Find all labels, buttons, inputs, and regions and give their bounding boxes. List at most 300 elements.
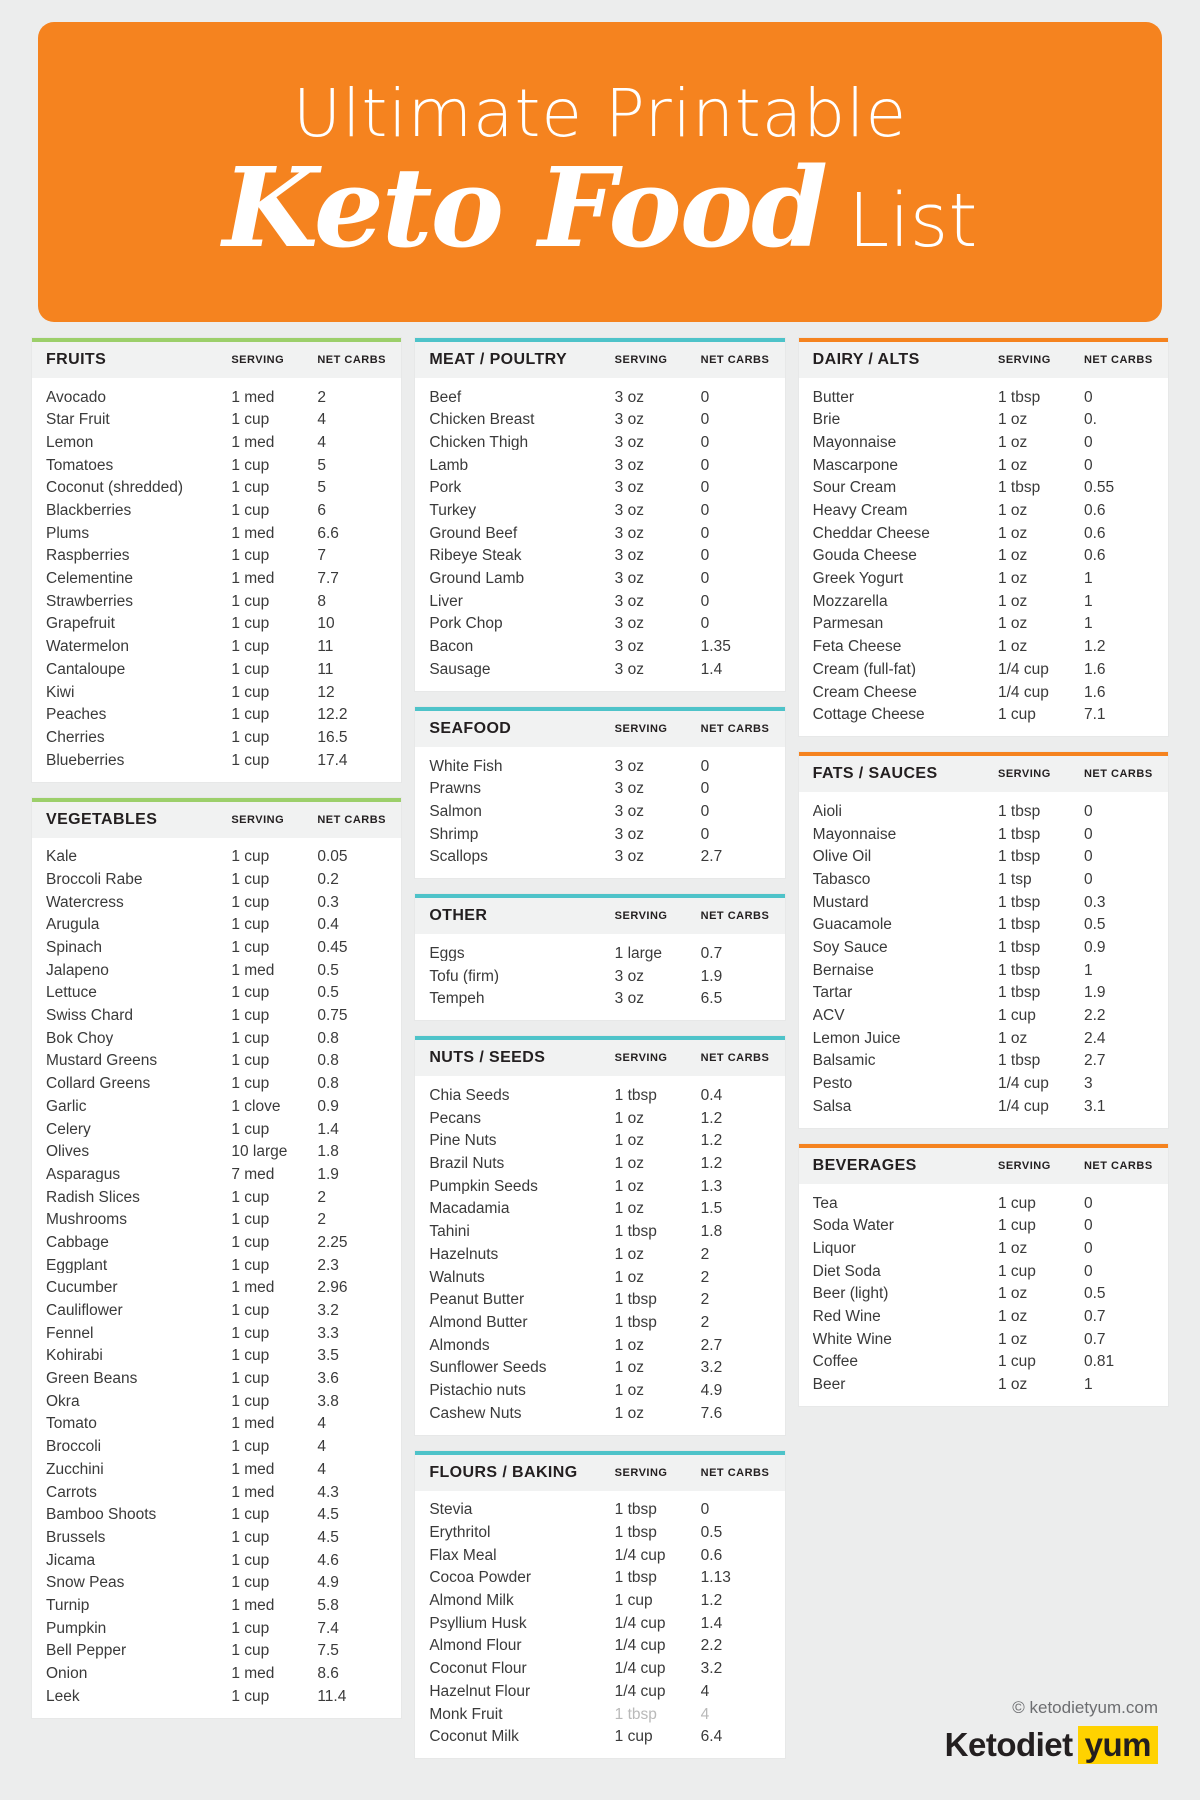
food-serving: 1 oz — [997, 1307, 1028, 1325]
table-row — [429, 477, 772, 500]
food-serving: 1 oz — [614, 1132, 644, 1150]
table-row — [813, 936, 1156, 959]
food-name: Soda Water — [812, 1218, 894, 1234]
table-row — [46, 1458, 389, 1481]
table-row — [813, 477, 1156, 500]
table-row — [46, 1254, 389, 1277]
food-name: Olive Oil — [812, 849, 872, 865]
column-header-serving: SERVING — [614, 910, 668, 923]
food-serving: 1 cup — [997, 1007, 1036, 1025]
food-name: Mustard — [812, 894, 869, 911]
food-net-carbs: 0.5 — [700, 1524, 723, 1542]
food-net-carbs: 0 — [1083, 825, 1093, 843]
table-row — [46, 477, 389, 500]
food-name: Cantaloupe — [46, 661, 126, 678]
food-net-carbs: 0 — [700, 433, 710, 451]
food-net-carbs: 3.3 — [317, 1324, 339, 1342]
food-net-carbs: 1.6 — [1083, 660, 1106, 678]
food-name: Cabbage — [46, 1234, 109, 1251]
category-card — [415, 1036, 784, 1434]
food-name: Red Wine — [812, 1308, 881, 1325]
table-row — [429, 1084, 772, 1107]
food-net-carbs: 4.6 — [317, 1551, 339, 1569]
header-title-script: Keto Food — [222, 143, 827, 272]
food-serving: 1 oz — [614, 1177, 644, 1195]
food-net-carbs: 1.2 — [1083, 638, 1106, 656]
table-row — [813, 868, 1156, 891]
food-serving: 1 cup — [997, 1353, 1036, 1371]
food-name: Hazelnuts — [429, 1246, 499, 1263]
food-net-carbs: 2.4 — [1083, 1029, 1106, 1047]
food-rows — [415, 1076, 784, 1424]
food-serving: 1 cup — [231, 1324, 270, 1342]
food-net-carbs: 11 — [317, 660, 334, 678]
food-name: Lemon Juice — [812, 1030, 901, 1047]
table-row — [429, 1499, 772, 1522]
food-net-carbs: 1.4 — [700, 1614, 723, 1632]
food-name: Mayonnaise — [812, 434, 897, 451]
table-row — [813, 1050, 1156, 1073]
food-net-carbs: 2.96 — [317, 1279, 348, 1297]
food-net-carbs: 7.7 — [317, 570, 339, 588]
food-name: Aioli — [812, 803, 842, 820]
food-serving: 1 cup — [231, 1392, 270, 1410]
category-header — [799, 756, 1168, 792]
food-serving: 1 oz — [997, 1029, 1028, 1047]
column-header-net-carbs: NET CARBS — [1083, 354, 1153, 366]
food-serving: 1 cup — [231, 1438, 270, 1456]
food-net-carbs: 0.2 — [317, 870, 339, 888]
food-net-carbs: 0.8 — [317, 1052, 339, 1070]
table-row — [813, 568, 1156, 591]
food-name: Fennel — [46, 1325, 94, 1342]
table-row — [46, 1141, 389, 1164]
food-name: Macadamia — [429, 1201, 510, 1217]
food-net-carbs: 4 — [317, 411, 326, 429]
food-net-carbs: 1 — [1083, 592, 1093, 610]
food-net-carbs: 1 — [1083, 961, 1093, 979]
food-net-carbs: 3.5 — [317, 1347, 339, 1365]
table-row — [46, 613, 389, 636]
food-name: Pumpkin Seeds — [429, 1178, 538, 1195]
footer — [945, 1698, 1158, 1764]
column-header-serving: SERVING — [614, 722, 668, 735]
food-name: Greek Yogurt — [812, 571, 904, 587]
food-net-carbs: 2.2 — [1083, 1007, 1106, 1025]
food-net-carbs: 1.6 — [1083, 683, 1106, 701]
table-row — [429, 988, 772, 1011]
table-row — [46, 545, 389, 568]
table-row — [429, 568, 772, 591]
table-row — [429, 1130, 772, 1153]
food-serving: 3 oz — [614, 848, 644, 866]
food-name: Jalapeno — [46, 962, 109, 979]
table-row — [46, 454, 389, 477]
category-header — [415, 342, 784, 378]
table-row — [46, 1572, 389, 1595]
table-row — [429, 1590, 772, 1613]
table-row — [813, 1005, 1156, 1028]
category-header — [799, 342, 1168, 378]
food-name: Chicken Thigh — [429, 434, 529, 451]
table-row — [46, 1526, 389, 1549]
table-row — [46, 499, 389, 522]
food-net-carbs: 4 — [700, 1682, 710, 1700]
food-name: Olives — [46, 1144, 90, 1160]
food-name: Onion — [46, 1666, 88, 1682]
food-rows — [415, 747, 784, 868]
category-header — [32, 802, 401, 838]
food-net-carbs: 0.6 — [700, 1546, 723, 1564]
table-row — [46, 1436, 389, 1459]
food-net-carbs: 2 — [700, 1268, 710, 1286]
food-name: Pesto — [812, 1076, 853, 1092]
food-name: Plums — [46, 525, 90, 542]
column-header-serving: SERVING — [614, 1052, 668, 1065]
food-name: Brazil Nuts — [429, 1156, 505, 1172]
food-net-carbs: 1.8 — [700, 1223, 723, 1241]
food-net-carbs: 1.8 — [317, 1143, 339, 1161]
food-name: Bok Choy — [46, 1030, 114, 1047]
table-row — [46, 1662, 389, 1685]
food-name: Tempeh — [429, 991, 485, 1007]
food-rows — [415, 1491, 784, 1749]
table-row — [429, 454, 772, 477]
table-row — [429, 1107, 772, 1130]
food-name: Ground Beef — [429, 525, 518, 542]
table-row — [429, 1726, 772, 1749]
table-row — [429, 1635, 772, 1658]
table-row — [813, 959, 1156, 982]
food-net-carbs: 1.2 — [700, 1155, 723, 1173]
food-net-carbs: 3.8 — [317, 1392, 339, 1410]
food-rows — [799, 378, 1168, 726]
food-net-carbs: 0.5 — [1083, 916, 1106, 934]
category-card — [415, 338, 784, 691]
food-net-carbs: 0 — [700, 502, 710, 520]
food-serving: 1 tbsp — [997, 893, 1041, 911]
food-name: Cocoa Powder — [429, 1570, 531, 1586]
food-net-carbs: 1.9 — [1083, 984, 1106, 1002]
table-row — [46, 1163, 389, 1186]
food-name: Feta Cheese — [812, 639, 902, 655]
food-name: Prawns — [429, 781, 482, 797]
food-name: Radish Slices — [46, 1189, 140, 1206]
food-serving: 3 oz — [614, 524, 644, 542]
table-row — [813, 499, 1156, 522]
food-net-carbs: 12.2 — [317, 706, 348, 724]
food-serving: 3 oz — [614, 780, 644, 798]
food-serving: 1 cup — [231, 660, 270, 678]
food-serving: 1 oz — [997, 524, 1028, 542]
food-serving: 1 med — [231, 1483, 275, 1501]
food-name: Tartar — [812, 985, 853, 1001]
food-name: Asparagus — [46, 1166, 121, 1183]
food-serving: 1 oz — [997, 570, 1028, 588]
table-row — [429, 1153, 772, 1176]
category-header — [799, 1148, 1168, 1184]
food-name: Sour Cream — [812, 480, 897, 496]
table-row — [46, 1299, 389, 1322]
food-serving: 3 oz — [614, 502, 644, 520]
food-name: Pistachio nuts — [429, 1382, 526, 1399]
food-name: Tomato — [46, 1416, 97, 1432]
food-net-carbs: 0 — [1083, 456, 1093, 474]
food-name: Carrots — [46, 1484, 97, 1501]
food-name: Almond Milk — [429, 1593, 514, 1609]
food-serving: 1 med — [231, 1415, 275, 1433]
table-row — [429, 522, 772, 545]
food-serving: 7 med — [231, 1165, 275, 1183]
table-row — [429, 1379, 772, 1402]
food-name: Diet Soda — [812, 1263, 881, 1280]
food-serving: 1 med — [231, 1460, 275, 1478]
header-title-list: List — [848, 178, 978, 264]
table-row — [46, 1549, 389, 1572]
food-net-carbs: 8.6 — [317, 1665, 339, 1683]
food-serving: 1 cup — [231, 916, 270, 934]
food-serving: 1 oz — [997, 433, 1028, 451]
table-row — [46, 1504, 389, 1527]
table-row — [429, 590, 772, 613]
category-title: FRUITS — [46, 351, 107, 368]
category-header — [415, 1040, 784, 1076]
content-columns — [28, 338, 1172, 1774]
table-row — [46, 1594, 389, 1617]
food-serving: 1 med — [231, 388, 275, 406]
table-row — [46, 1685, 389, 1708]
food-serving: 1 tbsp — [997, 961, 1041, 979]
food-serving: 1 tbsp — [997, 388, 1041, 406]
food-rows — [415, 934, 784, 1010]
food-name: Star Fruit — [46, 412, 110, 428]
category-card — [799, 752, 1168, 1128]
brand-logo — [945, 1726, 1158, 1764]
table-row — [813, 823, 1156, 846]
table-row — [813, 1215, 1156, 1238]
food-serving: 1 cup — [231, 683, 270, 701]
food-serving: 1 tbsp — [997, 848, 1041, 866]
food-name: Eggplant — [46, 1257, 108, 1274]
food-net-carbs: 12 — [317, 683, 335, 701]
table-row — [46, 1413, 389, 1436]
table-row — [46, 386, 389, 409]
food-serving: 1 tbsp — [997, 802, 1041, 820]
food-net-carbs: 4 — [700, 1705, 710, 1723]
category-title: SEAFOOD — [429, 719, 512, 737]
category-title: DAIRY / ALTS — [812, 351, 920, 368]
food-name: Mozzarella — [812, 593, 888, 610]
food-name: Strawberries — [46, 593, 133, 610]
food-net-carbs: 17.4 — [317, 751, 348, 769]
food-net-carbs: 4 — [317, 1438, 326, 1456]
food-net-carbs: 2 — [700, 1245, 710, 1263]
food-name: Chicken Breast — [429, 412, 535, 428]
food-net-carbs: 0.8 — [317, 1029, 339, 1047]
table-row — [46, 1481, 389, 1504]
food-net-carbs: 0.7 — [1083, 1330, 1106, 1348]
food-name: Mustard Greens — [46, 1053, 158, 1069]
category-card — [799, 338, 1168, 736]
table-row — [429, 1658, 772, 1681]
food-name: Beer — [812, 1377, 846, 1393]
food-name: Pork — [429, 480, 462, 496]
food-name: Watercress — [46, 894, 124, 911]
food-net-carbs: 5 — [317, 479, 326, 497]
food-serving: 1 cup — [231, 706, 270, 724]
table-row — [429, 658, 772, 681]
food-net-carbs: 2.2 — [700, 1637, 723, 1655]
food-name: Scallops — [429, 849, 488, 865]
food-serving: 1 tbsp — [997, 916, 1041, 934]
table-row — [429, 1334, 772, 1357]
column-header-net-carbs: NET CARBS — [700, 354, 770, 366]
category-title: VEGETABLES — [46, 810, 158, 828]
table-row — [429, 1198, 772, 1221]
food-name: Zucchini — [46, 1461, 104, 1478]
food-name: Cherries — [46, 729, 105, 746]
food-net-carbs: 0 — [700, 411, 710, 429]
table-row — [46, 1118, 389, 1141]
table-row — [46, 658, 389, 681]
table-row — [813, 914, 1156, 937]
food-net-carbs: 3.2 — [700, 1359, 723, 1377]
food-rows — [415, 378, 784, 681]
table-row — [813, 1283, 1156, 1306]
category-header — [32, 342, 401, 378]
food-serving: 1 cup — [231, 547, 270, 565]
food-serving: 1 oz — [614, 1404, 644, 1422]
food-serving: 3 oz — [614, 967, 644, 985]
table-row — [429, 545, 772, 568]
food-net-carbs: 2.7 — [700, 1336, 723, 1354]
food-name: Arugula — [46, 917, 100, 933]
food-net-carbs: 4.9 — [317, 1574, 339, 1592]
food-serving: 1 cup — [231, 1687, 270, 1705]
table-row — [46, 846, 389, 869]
food-serving: 1 cup — [231, 1029, 270, 1047]
category-card — [415, 707, 784, 878]
food-net-carbs: 0 — [1083, 870, 1093, 888]
table-row — [46, 1073, 389, 1096]
table-row — [813, 1328, 1156, 1351]
food-net-carbs: 0.5 — [317, 961, 339, 979]
food-net-carbs: 1 — [1083, 615, 1093, 633]
food-serving: 1 cup — [231, 1233, 270, 1251]
table-row — [429, 499, 772, 522]
food-net-carbs: 0 — [700, 570, 710, 588]
food-serving: 1 tbsp — [614, 1223, 657, 1241]
food-net-carbs: 0 — [700, 592, 710, 610]
food-net-carbs: 0 — [700, 1501, 710, 1519]
food-name: Blackberries — [46, 503, 132, 519]
food-net-carbs: 6.5 — [700, 990, 723, 1008]
food-name: Kohirabi — [46, 1348, 103, 1364]
table-row — [429, 613, 772, 636]
food-name: Pine Nuts — [429, 1133, 497, 1149]
food-net-carbs: 2.7 — [1083, 1052, 1106, 1070]
food-serving: 1 cup — [231, 1551, 270, 1569]
food-name: Cashew Nuts — [429, 1405, 522, 1422]
table-row — [46, 1322, 389, 1345]
food-name: Monk Fruit — [429, 1706, 503, 1723]
column-header-net-carbs: NET CARBS — [700, 722, 770, 735]
table-row — [429, 846, 772, 869]
food-net-carbs: 4 — [317, 1415, 326, 1433]
food-name: Kiwi — [46, 684, 75, 701]
food-serving: 1 tbsp — [614, 1524, 657, 1542]
food-rows — [799, 792, 1168, 1118]
food-name: Almond Butter — [429, 1314, 528, 1331]
food-serving: 1 oz — [997, 638, 1028, 656]
table-row — [429, 409, 772, 432]
table-row — [429, 1544, 772, 1567]
table-row — [429, 823, 772, 846]
food-serving: 1 oz — [997, 502, 1028, 520]
food-serving: 3 oz — [614, 570, 644, 588]
food-serving: 1/4 cup — [997, 1097, 1049, 1115]
food-net-carbs: 7.4 — [317, 1619, 339, 1637]
food-net-carbs: 0 — [700, 825, 710, 843]
food-net-carbs: 7.1 — [1083, 706, 1106, 724]
food-net-carbs: 1 — [1083, 570, 1093, 588]
food-name: Jicama — [46, 1552, 96, 1569]
table-row — [813, 1192, 1156, 1215]
food-serving: 1 cup — [231, 870, 270, 888]
food-net-carbs: 0. — [1083, 411, 1097, 429]
category-title: MEAT / POULTRY — [429, 351, 568, 368]
food-serving: 1 cup — [231, 502, 270, 520]
food-net-carbs: 6 — [317, 502, 326, 520]
page-header — [38, 22, 1162, 322]
food-serving: 1 oz — [614, 1155, 644, 1173]
food-net-carbs: 0.6 — [1083, 547, 1106, 565]
table-row — [46, 1277, 389, 1300]
food-name: Liver — [429, 593, 463, 610]
table-row — [46, 868, 389, 891]
table-row — [46, 636, 389, 659]
food-serving: 3 oz — [614, 615, 644, 633]
table-row — [429, 1680, 772, 1703]
food-serving: 1/4 cup — [997, 683, 1049, 701]
food-serving: 1 cup — [997, 1194, 1036, 1212]
table-row — [429, 386, 772, 409]
food-serving: 1 oz — [614, 1336, 644, 1354]
food-name: Flax Meal — [429, 1547, 497, 1564]
food-net-carbs: 7.5 — [317, 1642, 339, 1660]
table-row — [46, 1390, 389, 1413]
column-header-serving: SERVING — [997, 768, 1051, 781]
food-net-carbs: 0.5 — [317, 984, 339, 1002]
food-serving: 1/4 cup — [614, 1682, 666, 1700]
food-net-carbs: 1.4 — [317, 1120, 339, 1138]
food-serving: 1 cup — [231, 1007, 270, 1025]
food-name: Broccoli Rabe — [46, 871, 143, 888]
category-title: BEVERAGES — [812, 1156, 917, 1174]
food-name: Ribeye Steak — [429, 548, 522, 564]
food-serving: 1 tbsp — [997, 825, 1041, 843]
table-row — [429, 1357, 772, 1380]
food-net-carbs: 0 — [700, 524, 710, 542]
food-net-carbs: 2.7 — [700, 848, 723, 866]
food-serving: 1 med — [231, 433, 275, 451]
table-row — [429, 1243, 772, 1266]
food-serving: 1 oz — [614, 1381, 644, 1399]
food-serving: 1 cup — [231, 1619, 270, 1637]
food-net-carbs: 0.9 — [1083, 939, 1106, 957]
food-net-carbs: 4.9 — [700, 1381, 723, 1399]
category-title: FLOURS / BAKING — [429, 1463, 578, 1481]
